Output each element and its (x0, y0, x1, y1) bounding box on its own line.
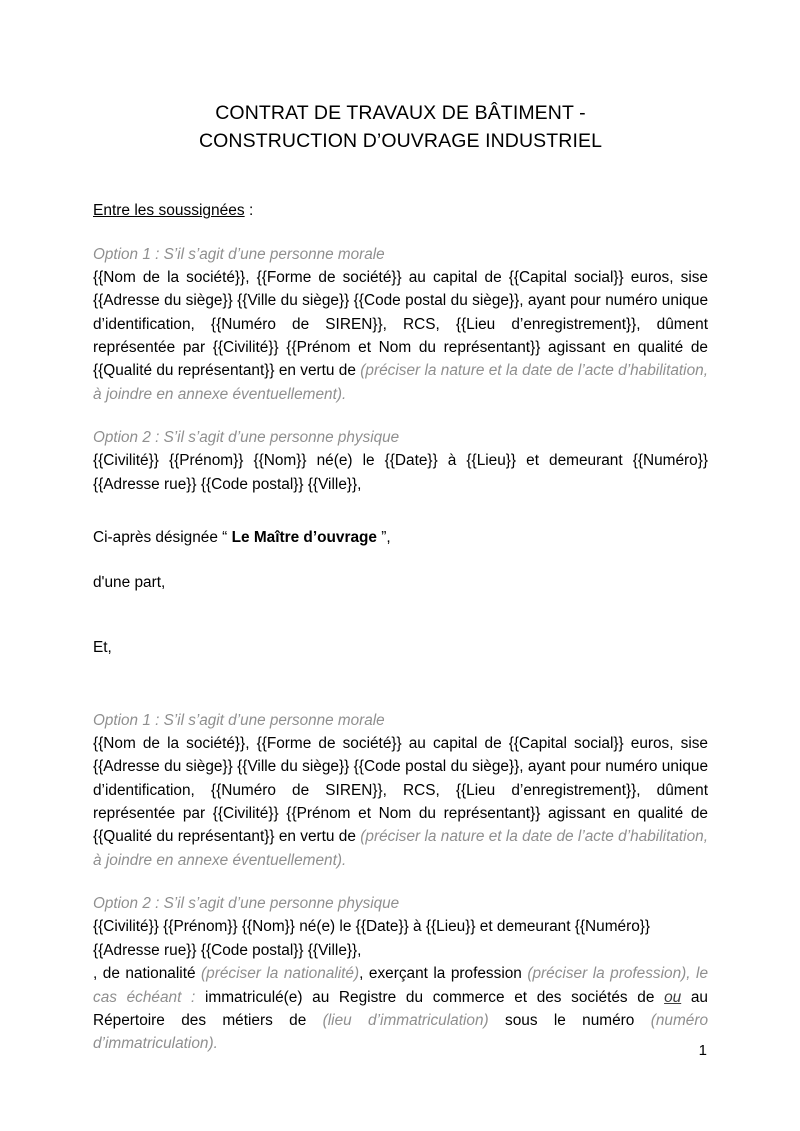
designation-prefix: Ci-après désignée “ (93, 529, 232, 547)
registration-text3: sous le numéro (488, 1011, 651, 1029)
registration-end: . (213, 1035, 218, 1053)
party-two-option1-label: Option 1 : S’il s’agit d’une personne morale (93, 711, 385, 729)
designation-suffix: ”, (377, 529, 391, 547)
title-line-1: CONTRAT DE TRAVAUX DE BÂTIMENT - (215, 102, 586, 124)
designation-term: Le Maître d’ouvrage (231, 529, 377, 547)
registration-or: ou (664, 988, 682, 1006)
nationality-prefix: , de nationalité (93, 965, 202, 983)
party-two-option2-text: {{Civilité}} {{Prénom}} {{Nom}} né(e) le {{Date}} à {{Lieu}} et demeurant {{Numéro}} {{Adresse rue}} {{Code postal}} {{Ville}}, (93, 918, 651, 959)
preamble-lead-underlined: Entre les soussignées (93, 202, 245, 220)
spacer-before-connector (93, 594, 708, 636)
party-two-option1-text: {{Nom de la société}}, {{Forme de société}} au capital de {{Capital social}} euros, sise {{Adresse du siège}} {{Ville du siège}} {{Code postal du siège}}, ayant pour numéro unique d’identification, {{Numéro de SIREN}}, RCS, {{Lieu d’enregistrement}}, dûment représentée par {{Civilité}} {{Prénom et Nom du représentant}} agissant en qualité de {{Qualité du représentant}} en vertu de (93, 734, 708, 846)
party-one-option2-text: {{Civilité}} {{Prénom}} {{Nom}} né(e) le {{Date}} à {{Lieu}} et demeurant {{Numéro}} {{Adresse rue}} {{Code postal}} {{Ville}}, (93, 452, 708, 493)
party-one-option1-label: Option 1 : S’il s’agit d’une personne morale (93, 245, 385, 263)
connector-et: Et, (93, 639, 112, 657)
profession-hint: (préciser la profession) (527, 965, 687, 983)
case-hint: , le cas échéant : (93, 965, 709, 1006)
party-two-registration-paragraph (93, 962, 708, 1056)
preamble-lead (93, 155, 708, 222)
nationality-hint: (préciser la nationalité) (201, 965, 360, 983)
profession-prefix: , exerçant la profession (359, 965, 528, 983)
registration-number-hint: (numéro d’immatriculation) (93, 1011, 709, 1053)
spacer-after-connector (93, 660, 708, 690)
document-content (93, 0, 708, 1056)
party-two-option1-paragraph (93, 732, 708, 872)
party-two-option2-label: Option 2 : S’il s’agit d’une personne physique (93, 895, 400, 913)
party-one-part-line: d'une part, (93, 574, 166, 592)
registration-text: immatriculé(e) au Registre du commerce et des sociétés de (205, 988, 665, 1006)
page-number: 1 (698, 1042, 707, 1059)
party-two-option1-hint: (préciser la nature et la date de l’acte d’habilitation, à joindre en annexe éventuellement). (93, 828, 708, 869)
registration-place-hint: (lieu d’immatriculation) (322, 1011, 489, 1029)
party-one-designation (93, 526, 708, 549)
party-one-option1-paragraph (93, 266, 708, 406)
party-one-option1-hint: (préciser la nature et la date de l’acte d’habilitation, à joindre en annexe éventuellement). (93, 362, 708, 403)
page-title (93, 0, 708, 155)
party-one-option2-label: Option 2 : S’il s’agit d’une personne physique (93, 429, 400, 447)
spacer-after-party-one (93, 496, 708, 526)
title-line-2: CONSTRUCTION D’OUVRAGE INDUSTRIEL (198, 129, 603, 152)
spacer-before-part-line (93, 549, 708, 571)
preamble-lead-suffix: : (244, 202, 254, 220)
party-one-option1-text: {{Nom de la société}}, {{Forme de société}} au capital de {{Capital social}} euros, sise {{Adresse du siège}} {{Ville du siège}} {{Code postal du siège}}, ayant pour numéro unique d’identification, {{Numéro de SIREN}}, RCS, {{Lieu d’enregistrement}}, dûment représentée par {{Civilité}} {{Prénom et Nom du représentant}} agissant en qualité de {{Qualité du représentant}} en vertu de (93, 268, 708, 380)
registration-text2: au Répertoire des métiers de (93, 988, 708, 1029)
